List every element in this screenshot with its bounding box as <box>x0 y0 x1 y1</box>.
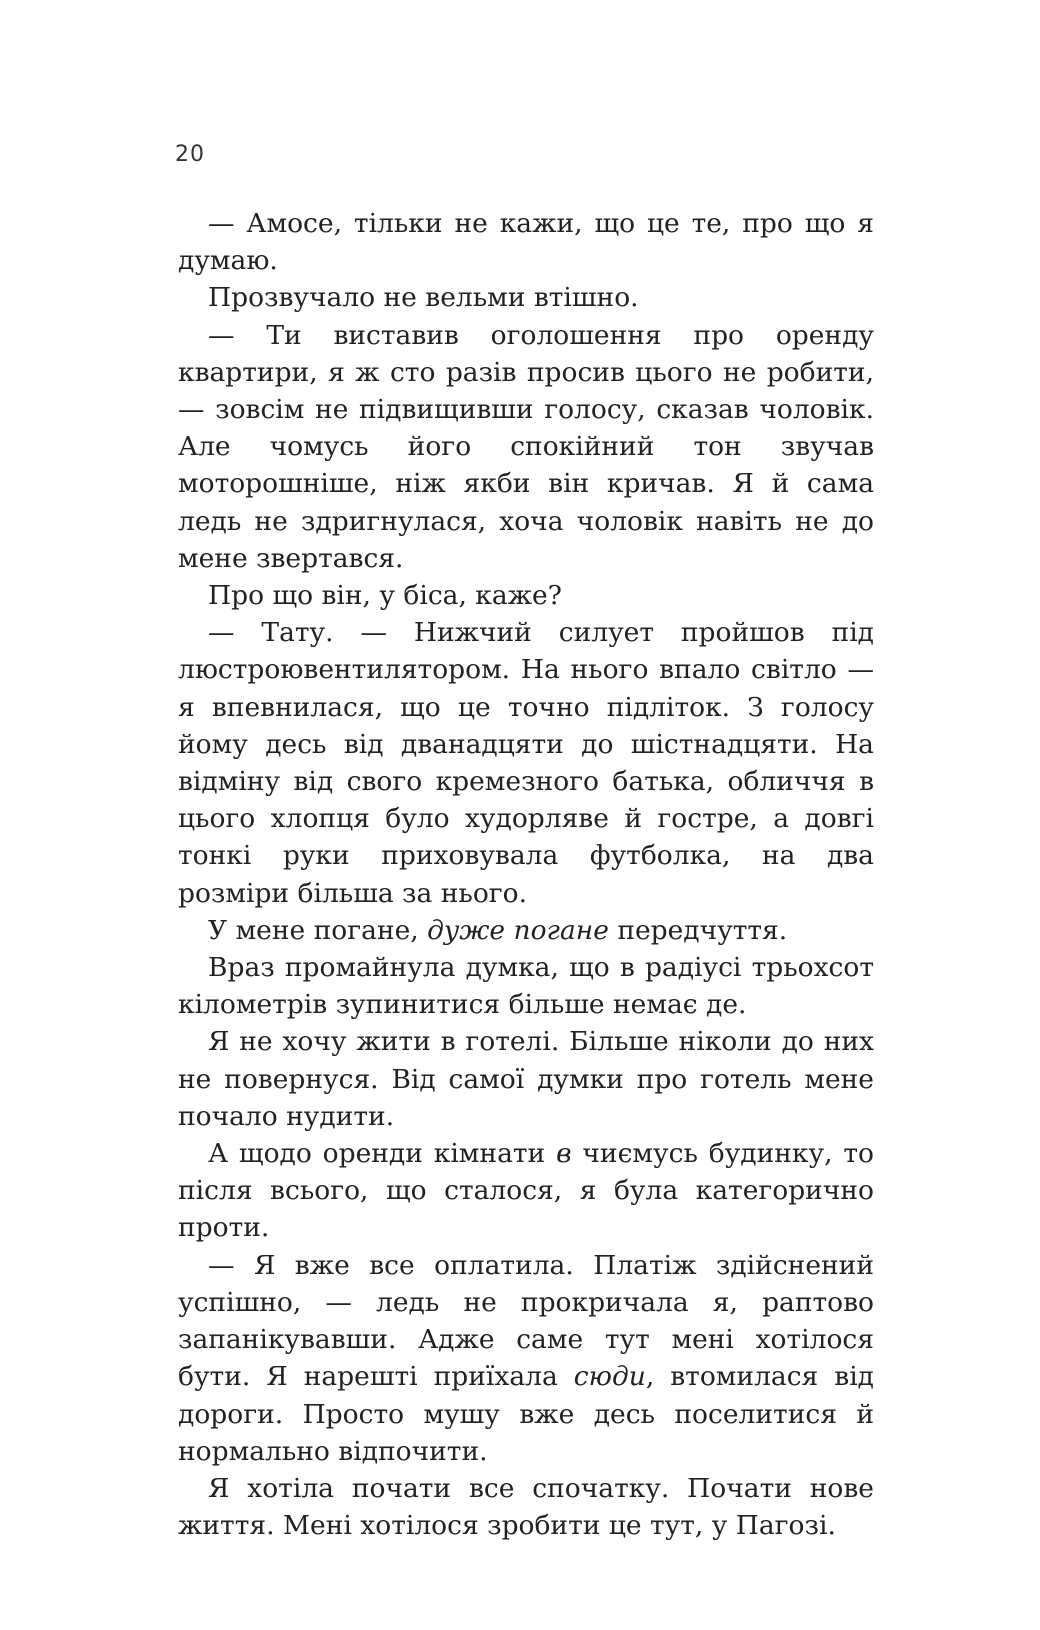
paragraph <box>178 1135 874 1247</box>
paragraph <box>178 577 874 614</box>
italic-emphasis: в <box>556 1138 572 1170</box>
paragraph <box>178 614 874 912</box>
text-span: Я хотіла почати все спочатку. Почати нове життя. Мені хотілося зробити це тут, у Пагозі. <box>178 1472 874 1542</box>
text-span: Прозвучало не вельми втішно. <box>208 282 639 314</box>
italic-emphasis: дуже погане <box>427 914 609 946</box>
paragraph <box>178 912 874 949</box>
paragraph <box>178 1023 874 1135</box>
paragraph <box>178 1470 874 1544</box>
text-span: Я не хочу жити в готелі. Більше ніколи до них не повернуся. Від самої думки про готель мене почало нудити. <box>178 1026 874 1132</box>
paragraph <box>178 317 874 577</box>
text-span: У мене погане, <box>208 914 428 946</box>
paragraph <box>178 1247 874 1470</box>
text-span: передчуття. <box>608 914 788 946</box>
text-span: — Ти виставив оголошення про оренду квартири, я ж сто разів просив цього не робити, — зовсім не підвищивши голосу, сказав чоловік. Але чомусь його спокійний тон звучав моторошніше, ніж якби він кричав. Я й сама ледь не здригнулася, хоча чоловік навіть не до мене звертався. <box>178 319 874 574</box>
text-span: Про що він, у біса, каже? <box>208 580 562 612</box>
text-span: — Амосе, тільки не кажи, що це те, про що я думаю. <box>178 208 874 277</box>
page-number: 20 <box>175 142 205 167</box>
text-span: — Тату. — Нижчий силует пройшов під люстроювентилятором. На нього впало світло — я впевнилася, що це точно підліток. З голосу йому десь від дванадцяти до шістнадцяти. На відміну від свого кремезного батька, обличчя в цього хлопця було худорляве й гостре, а довгі тонкі руки приховувала футболка, на два розміри більша за нього. <box>178 617 874 909</box>
italic-emphasis: сюди <box>573 1361 646 1393</box>
text-span: — Я вже все оплатила. Платіж здійснений успішно, — ледь не прокричала я, раптово запанікувавши. Адже саме тут мені хотілося бути. Я нарешті приїхала <box>178 1249 874 1393</box>
text-span: А щодо оренди кімнати <box>208 1138 557 1170</box>
body-text <box>178 205 874 1544</box>
paragraph <box>178 949 874 1023</box>
paragraph <box>178 279 874 316</box>
text-span: чиємусь будинку, то після всього, що сталося, я була категорично проти. <box>178 1138 874 1244</box>
text-span: , втомилася від дороги. Просто мушу вже десь поселитися й нормально відпочити. <box>178 1361 874 1467</box>
text-span: Враз промайнула думка, що в радіусі трьохсот кілометрів зупинитися більше немає де. <box>178 952 874 1021</box>
paragraph <box>178 205 874 279</box>
